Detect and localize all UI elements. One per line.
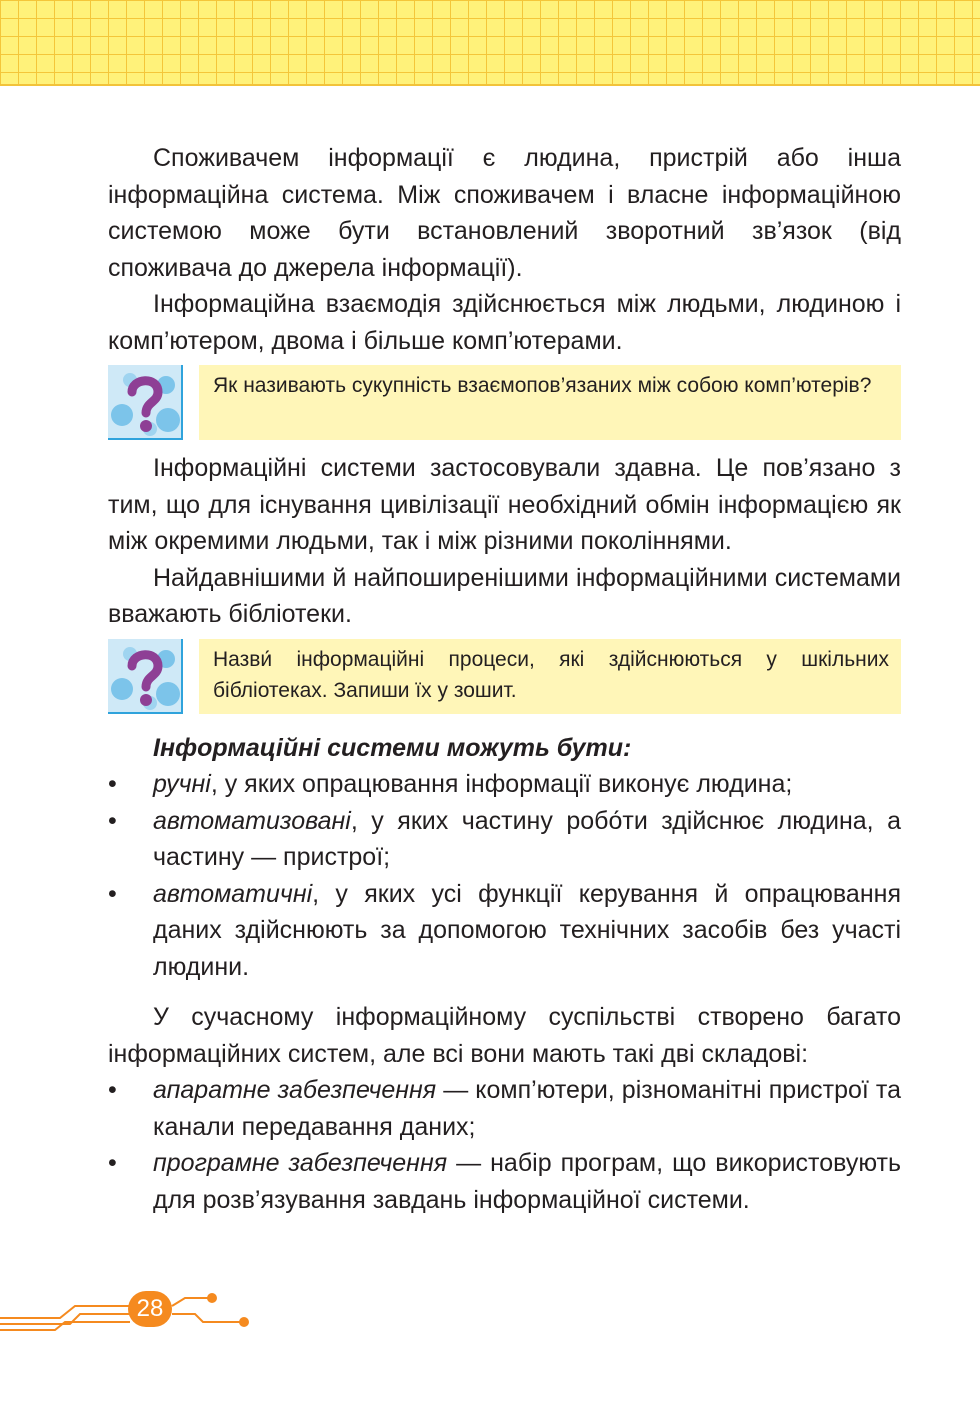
term-description: , у яких частину робо́ти здійснює людина, а частину — пристрої; [153,806,901,871]
systems-heading: Інформаційні системи можуть бути: [153,733,632,762]
term: програмне забезпечення [153,1149,448,1177]
bullet: • [108,1076,117,1104]
paragraph-components: У сучасному інформаційному суспільстві створено багато інформаційних систем, але всі вони мають такі дві складові: [108,1003,901,1068]
list-item [108,766,901,803]
bullet: • [108,770,117,798]
term: автоматичні [153,879,313,908]
term-description: , у яких усі функції керування й опрацювання даних здійснюють за допомогою технічних засобів без участі людини. [153,879,901,981]
systems-list [108,766,901,985]
question-text-2: Назви́ інформаційні процеси, які здійснюються у шкільних бібліотеках. Запиши їх у зошит. [199,639,901,714]
question-text-1: Як називають сукупність взаємопов’язаних між собою комп’ютерів? [199,365,901,440]
paragraph-libraries: Найдавнішими й найпоширенішими інформаційними системами вважають бібліотеки. [108,563,901,628]
bullet: • [108,806,117,835]
term-description: — набір програм, що використовують для розв’язування завдань інформаційної системи. [153,1149,902,1214]
question-box-1 [108,365,901,440]
bullet: • [108,1149,117,1177]
question-mark-icon [108,365,183,440]
page-content [108,140,901,1218]
question-box-2 [108,639,901,714]
list-item [108,1072,901,1145]
list-item [108,803,901,876]
paragraph-interaction: Інформаційна взаємодія здійснюється між людьми, людиною і комп’ютером, двома і більше комп’ютерами. [108,290,901,355]
paragraph-history: Інформаційні системи застосовували здавна. Це пов’язано з тим, що для існування цивілізації необхідний обмін інформацією як між окремими людьми, так і між різними поколіннями. [108,454,901,555]
list-item [108,876,901,986]
term-description: — комп’ютери, різноманітні пристрої та канали передавання даних; [153,1076,901,1141]
list-item [108,1145,901,1218]
bullet: • [108,879,117,908]
grid-header-decoration [0,0,980,86]
term: апаратне забезпечення [153,1076,437,1104]
term: автоматизовані [153,806,351,835]
question-mark-icon [108,639,183,714]
term-description: , у яких опрацювання інформації виконує людина; [210,770,793,798]
components-list [108,1072,901,1218]
paragraph-consumer: Споживачем інформації є людина, пристрій або інша інформаційна система. Між споживачем і власне інформаційною системою може бути встановлений зворотний зв’язок (від споживача до джерела інформації). [108,144,901,282]
term: ручні [153,770,211,798]
page-number: 28 [128,1291,172,1327]
